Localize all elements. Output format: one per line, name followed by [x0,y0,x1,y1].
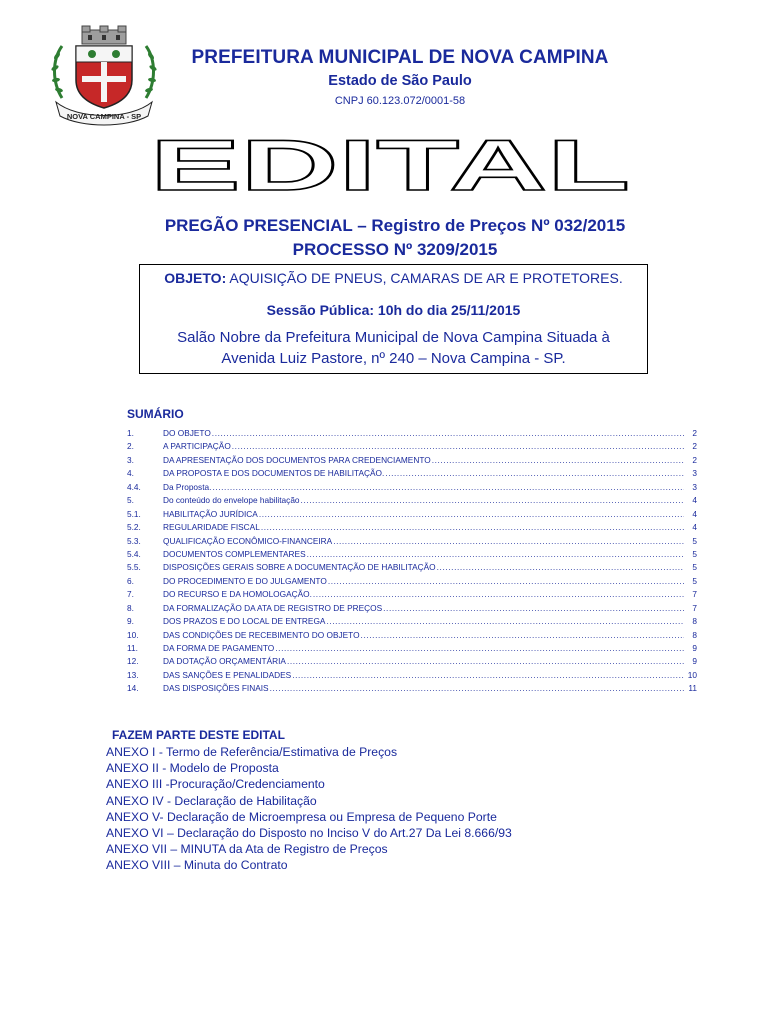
anexo-item: ANEXO IV - Declaração de Habilitação [106,793,317,808]
toc-leader-dots [333,536,684,546]
salao-line-2: Avenida Luiz Pastore, nº 240 – Nova Campina - SP. [221,350,566,367]
toc-label: DA FORMALIZAÇÃO DA ATA DE REGISTRO DE PREÇOS [163,602,383,613]
toc-page: 9 [692,656,697,667]
toc-page: 7 [692,602,697,613]
toc-leader-dots [212,482,684,492]
toc-label: QUALIFICAÇÃO ECONÔMICO-FINANCEIRA [163,535,333,546]
toc-number: 8. [127,602,134,613]
toc-row[interactable] [127,441,697,454]
toc-label: REGULARIDADE FISCAL [163,522,260,533]
toc-number: 2. [127,441,134,452]
toc-row[interactable] [127,576,697,589]
toc-leader-dots [313,589,684,599]
toc-label: DO PROCEDIMENTO E DO JULGAMENTO [163,575,327,586]
toc-row[interactable] [127,630,697,643]
anexo-item: ANEXO V- Declaração de Microempresa ou Empresa de Pequeno Porte [106,809,497,824]
anexo-item: ANEXO VI – Declaração do Disposto no Inciso V do Art.27 Da Lei 8.666/93 [106,826,512,841]
anexos-list [106,744,512,874]
toc-leader-dots [361,630,684,640]
toc-row[interactable] [127,495,697,508]
toc-number: 4. [127,468,134,479]
anexo-item: ANEXO III -Procuração/Credenciamento [106,777,325,792]
toc-number: 5.3. [127,535,141,546]
anexo-item: ANEXO VIII – Minuta do Contrato [106,858,288,873]
objeto-label: OBJETO: [164,270,227,286]
toc-number: 5. [127,495,134,506]
toc-number: 5.4. [127,548,141,559]
salao-address [140,327,647,369]
toc-leader-dots [287,656,684,666]
toc-leader-dots [301,495,684,505]
toc-number: 13. [127,669,139,680]
cnpj-text: CNPJ 60.123.072/0001-58 [334,95,466,107]
crest-ribbon-text: NOVA CAMPINA - SP [66,112,142,121]
toc-number: 7. [127,589,134,600]
municipal-crest-logo [48,24,160,126]
edital-banner-word: EDITAL [150,132,630,194]
toc-leader-dots [385,468,684,478]
toc-label: DAS SANÇÕES E PENALIDADES [163,669,292,680]
toc-label: A PARTICIPAÇÃO [163,441,231,452]
state-subtitle: Estado de São Paulo [328,73,472,89]
sessao-publica: Sessão Pública: 10h do dia 25/11/2015 [266,302,521,318]
toc-page: 9 [692,643,697,653]
toc-row[interactable] [127,468,697,481]
anexos-title: FAZEM PARTE DESTE EDITAL [112,728,285,742]
toc-leader-dots [307,549,684,559]
toc-page: 8 [692,616,697,627]
toc-leader-dots [212,428,684,438]
toc-page: 5 [692,562,697,573]
toc-page: 8 [692,629,697,640]
toc-label: DO OBJETO [163,428,211,438]
toc-label: DISPOSIÇÕES GERAIS SOBRE A DOCUMENTAÇÃO DE HABILITAÇÃO [163,562,436,573]
toc-label: Do conteúdo do envelope habilitação [163,495,300,506]
toc-number: 5.5. [127,562,141,573]
toc-row[interactable] [127,562,697,575]
toc-row[interactable] [127,428,697,441]
toc-label: DA DOTAÇÃO ORÇAMENTÁRIA [163,656,286,667]
anexo-item: ANEXO I - Termo de Referência/Estimativa de Preços [106,745,398,759]
toc-label: Da Proposta. [163,481,212,492]
objeto-text: AQUISIÇÃO DE PNEUS, CAMARAS DE AR E PROTETORES. [226,270,623,286]
toc-number: 5.2. [127,522,141,533]
toc-row[interactable] [127,522,697,535]
objeto-line [140,270,647,286]
toc-label: HABILITAÇÃO JURÍDICA [163,508,258,519]
toc-leader-dots [232,441,684,451]
toc-row[interactable] [127,536,697,549]
toc-page: 10 [687,669,697,680]
toc-leader-dots [328,576,684,586]
toc-label: DOCUMENTOS COMPLEMENTARES [163,548,306,559]
toc-row[interactable] [127,509,697,522]
page-title: PREFEITURA MUNICIPAL DE NOVA CAMPINA [191,47,609,68]
toc-page: 4 [692,508,697,519]
table-of-contents [127,428,697,697]
toc-number: 12. [127,656,139,667]
toc-label: DA FORMA DE PAGAMENTO [163,643,275,653]
toc-leader-dots [432,455,684,465]
pregao-title: PREGÃO PRESENCIAL – Registro de Preços Nº 032/2015 [164,216,626,235]
toc-label: DO RECURSO E DA HOMOLOGAÇÃO. [163,589,312,600]
anexo-item: ANEXO II - Modelo de Proposta [106,761,279,776]
toc-row[interactable] [127,549,697,562]
sumario-title: SUMÁRIO [127,407,184,421]
toc-row[interactable] [127,482,697,495]
salao-line-1: Salão Nobre da Prefeitura Municipal de Nova Campina Situada à [177,329,610,346]
toc-page: 11 [688,683,697,694]
toc-row[interactable] [127,455,697,468]
toc-leader-dots [275,643,684,653]
toc-leader-dots [437,562,684,572]
toc-label: DA APRESENTAÇÃO DOS DOCUMENTOS PARA CREDENCIAMENTO [163,454,431,465]
edital-banner [146,132,634,194]
toc-label: DOS PRAZOS E DO LOCAL DE ENTREGA [163,616,326,627]
toc-number: 11. [127,643,138,653]
anexo-item: ANEXO VII – MINUTA da Ata de Registro de Preços [106,842,388,857]
toc-page: 7 [692,589,697,600]
toc-number: 4.4. [127,481,141,492]
toc-label: DAS CONDIÇÕES DE RECEBIMENTO DO OBJETO [163,629,360,640]
toc-row[interactable] [127,656,697,669]
toc-row[interactable] [127,683,697,696]
toc-number: 9. [127,616,134,627]
toc-page: 3 [692,481,697,492]
toc-number: 1. [127,428,134,438]
toc-page: 5 [692,548,697,559]
toc-page: 3 [692,468,697,479]
toc-row[interactable] [127,616,697,629]
toc-row[interactable] [127,643,697,656]
toc-leader-dots [259,509,684,519]
toc-number: 10. [127,629,139,640]
toc-number: 5.1. [127,508,141,519]
toc-leader-dots [292,670,684,680]
toc-page: 5 [692,575,697,586]
toc-page: 2 [692,454,697,465]
toc-page: 4 [692,495,697,506]
toc-label: DA PROPOSTA E DOS DOCUMENTOS DE HABILITAÇÃO. [163,468,385,479]
toc-page: 5 [692,535,697,546]
toc-leader-dots [261,522,684,532]
toc-page: 2 [692,428,697,438]
toc-leader-dots [270,683,684,693]
toc-number: 14. [127,683,139,694]
toc-row[interactable] [127,589,697,602]
toc-leader-dots [383,603,684,613]
toc-label: DAS DISPOSIÇÕES FINAIS [163,683,269,694]
toc-page: 4 [692,522,697,533]
processo-number: PROCESSO Nº 3209/2015 [292,240,498,259]
toc-number: 6. [127,575,134,586]
toc-page: 2 [692,441,697,452]
toc-leader-dots [326,616,684,626]
toc-number: 3. [127,454,134,465]
toc-row[interactable] [127,670,697,683]
objeto-box [139,264,648,374]
toc-row[interactable] [127,603,697,616]
